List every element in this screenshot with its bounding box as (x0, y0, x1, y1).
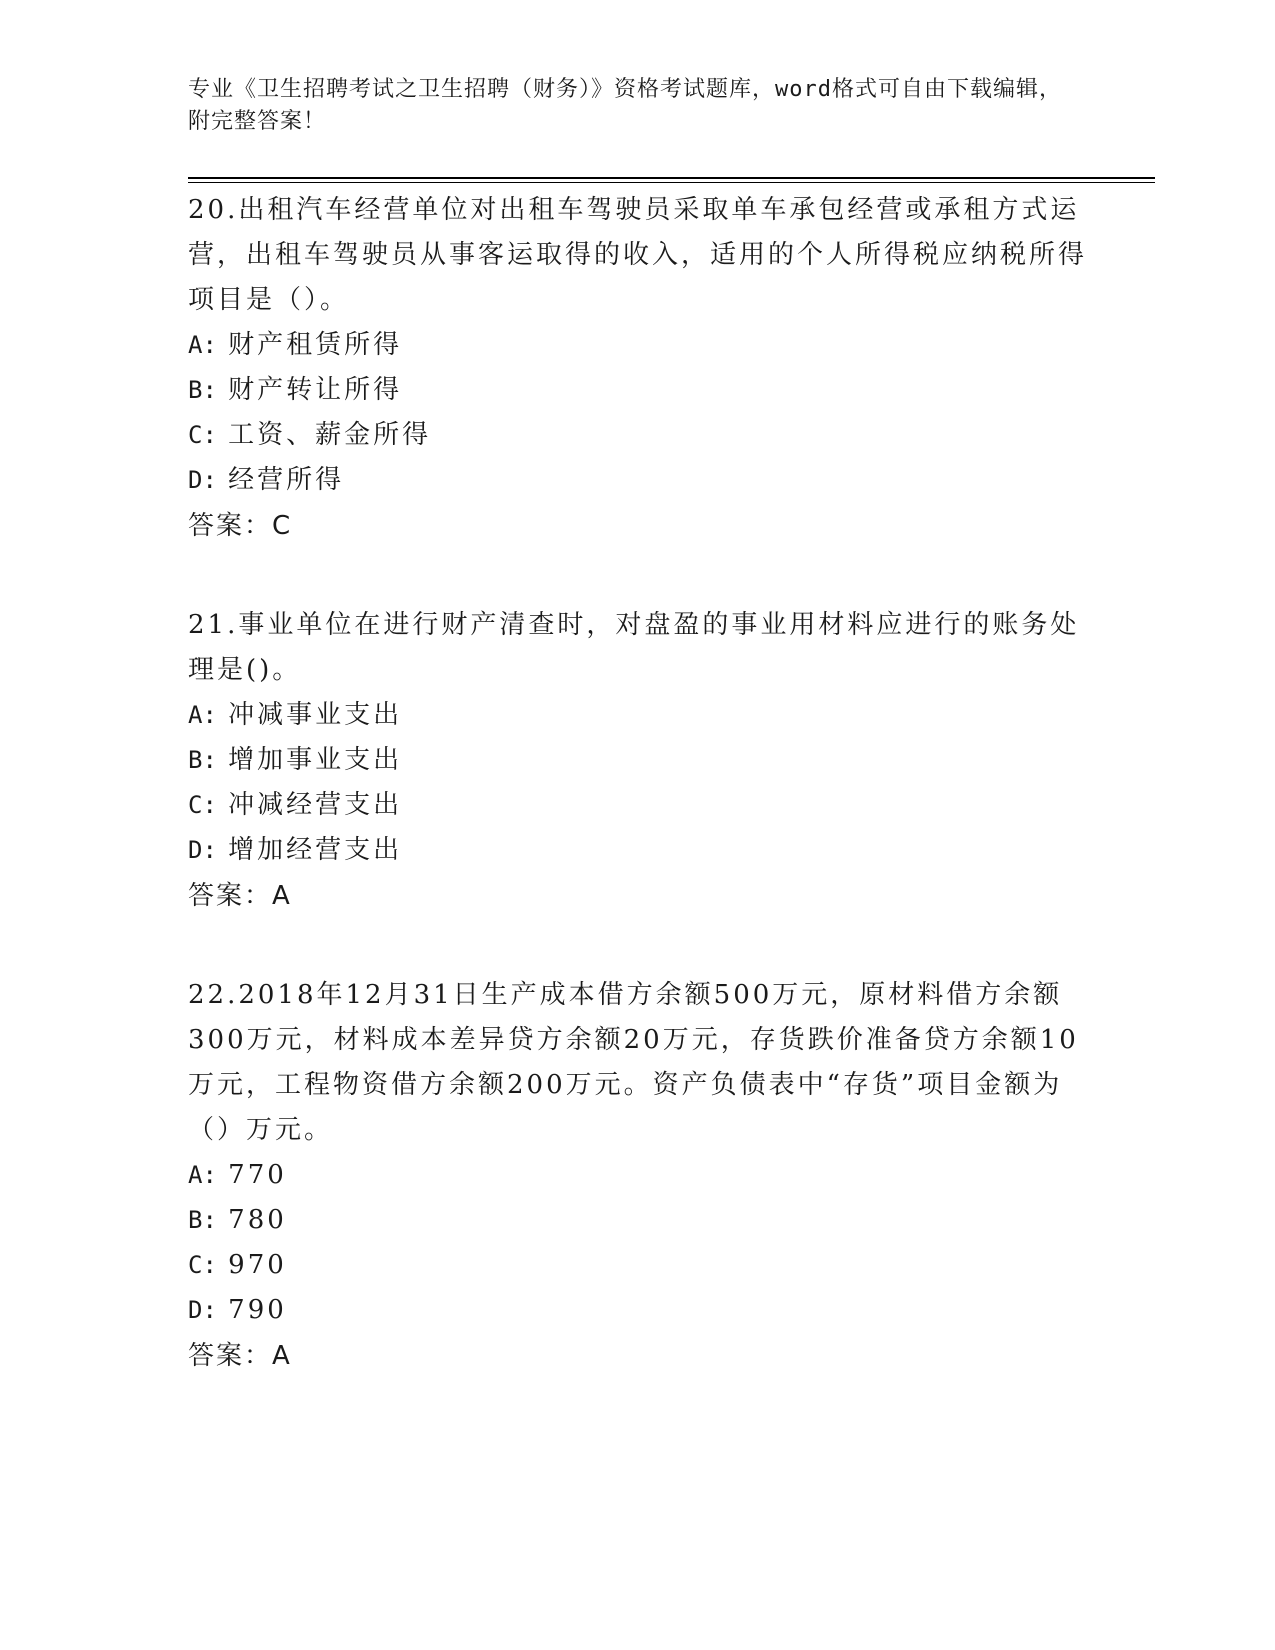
option-a (188, 693, 1088, 738)
option-key: B: (188, 1206, 217, 1234)
option-text: 970 (228, 1250, 287, 1280)
option-key: A: (188, 1161, 217, 1189)
option-key: D: (188, 1296, 217, 1324)
option-c (188, 413, 1088, 458)
option-key: A: (188, 331, 217, 359)
option-key: A: (188, 701, 217, 729)
option-a (188, 1153, 1088, 1198)
option-text: 经营所得 (228, 465, 345, 495)
option-b (188, 1198, 1088, 1243)
option-a (188, 323, 1088, 368)
option-key: B: (188, 376, 217, 404)
option-text: 冲减经营支出 (228, 790, 403, 820)
option-key: B: (188, 746, 217, 774)
option-b (188, 368, 1088, 413)
option-text: 工资、薪金所得 (228, 420, 432, 450)
option-text: 780 (228, 1205, 287, 1235)
question-list (188, 188, 1088, 1433)
option-c (188, 1243, 1088, 1288)
question-22 (188, 973, 1088, 1379)
question-21 (188, 603, 1088, 919)
question-stem: 22.2018年12月31日生产成本借方余额500万元，原材料借方余额300万元，材料成本差异贷方余额20万元，存货跌价准备贷方余额10万元，工程物资借方余额200万元。资产负债表中“存货”项目金额为（）万元。 (188, 980, 1079, 1145)
option-text: 财产转让所得 (228, 375, 403, 405)
option-b (188, 738, 1088, 783)
header-divider-thick (188, 177, 1155, 179)
option-d (188, 1288, 1088, 1333)
option-key: C: (188, 1251, 217, 1279)
option-text: 增加经营支出 (228, 835, 403, 865)
option-text: 冲减事业支出 (228, 700, 403, 730)
answer-line: 答案：A (188, 1341, 292, 1371)
header-divider-thin (188, 182, 1155, 183)
option-text: 790 (228, 1295, 287, 1325)
option-key: C: (188, 791, 217, 819)
option-d (188, 828, 1088, 873)
question-stem: 21.事业单位在进行财产清查时，对盘盈的事业用材料应进行的账务处理是()。 (188, 610, 1080, 685)
answer-line: 答案：A (188, 881, 292, 911)
option-key: C: (188, 421, 217, 449)
option-c (188, 783, 1088, 828)
option-text: 增加事业支出 (228, 745, 403, 775)
question-stem: 20.出租汽车经营单位对出租车驾驶员采取单车承包经营或承租方式运营，出租车驾驶员从事客运取得的收入，适用的个人所得税应纳税所得项目是（）。 (188, 195, 1088, 315)
answer-line: 答案：C (188, 511, 293, 541)
option-text: 财产租赁所得 (228, 330, 403, 360)
option-key: D: (188, 836, 217, 864)
option-key: D: (188, 466, 217, 494)
option-d (188, 458, 1088, 503)
document-header: 专业《卫生招聘考试之卫生招聘（财务）》资格考试题库，word格式可自由下载编辑，附完整答案！ (188, 77, 1062, 134)
option-text: 770 (228, 1160, 287, 1190)
question-20 (188, 188, 1088, 549)
